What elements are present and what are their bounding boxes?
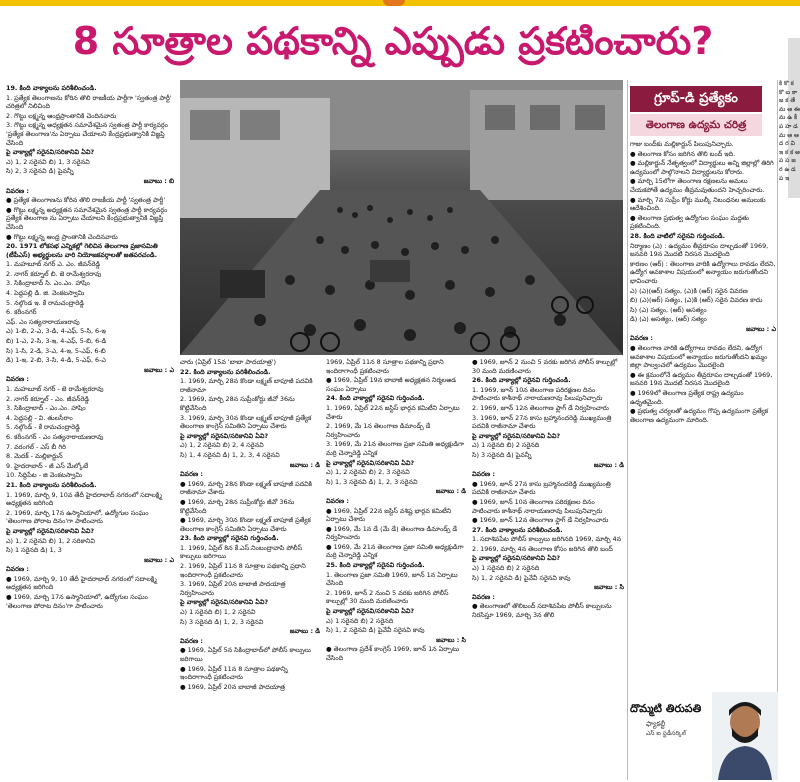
body-line: 1. మహబూబ్‌ నగర్‌ ఎ. ఎం. జీవన్‌రెడ్డి bbox=[6, 260, 101, 269]
crowd-street-illustration bbox=[180, 80, 623, 355]
body-line: ఎ) 1 సరైనది బి) 2 సరైనది bbox=[472, 441, 540, 450]
body-line: ఎ) (ఎ)(ఆర్‌) సత్యం, (ఎ)కి (ఆర్‌) సరైన వివరణ bbox=[630, 286, 748, 295]
body-line: 1. ప్రత్యేక తెలంగాణను కోరిన తొలి రాజకీయ పార్టీగా 'స్వతంత్ర పార్టీ' చరిత్రలో నిలిచింది bbox=[6, 93, 172, 111]
body-line: 1. తెలంగాణ ప్రజా సమితి 1969, జూన్‌ 1న ఏర్పాటు చేసింది bbox=[326, 570, 458, 588]
body-line: 2. నాగర్‌ కర్నూల్‌ బి. జె రామేశ్వరరావు bbox=[6, 269, 102, 278]
body-line: సి) 3 సరైనది డి) 1, 2, 3 సరైనవి bbox=[180, 617, 264, 626]
body-line: ● 1969, ఏప్రిల్‌ 11న 8 సూత్రాల పథకాన్ని ఇందిరాగాంధీ ప్రకటించారు bbox=[180, 664, 288, 682]
body-line: 5. నల్గొండ ఇ. కే రామచంద్రారెడ్డి bbox=[6, 298, 84, 307]
group-d-special-badge: గ్రూప్‌-డి ప్రత్యేకం bbox=[630, 86, 762, 112]
question-text: 24. కింది వాక్యాల్లో సరైనవి గుర్తించండి. bbox=[326, 394, 425, 403]
body-line: ● 1969, మార్చి 9, 10 తేదీ హైదరాబాద్‌ నగరంలో సదాలక్ష్మి అధ్యక్షతన జరిగింది bbox=[6, 574, 157, 592]
body-line: ● 1969, మార్చి 28న సుప్రీంకోర్టు జీవో 36ను కొట్టివేసింది bbox=[180, 497, 295, 515]
body-line: 9. హైదరాబాద్‌ - జీ ఎస్‌ మేల్కోటే bbox=[6, 461, 89, 470]
question-text: వివరణ : bbox=[472, 592, 495, 601]
question-text: పై వాక్యాల్లో సరైనవి/సరికానివి ఏవి? bbox=[472, 431, 561, 440]
body-line: సి) 1-సి, 2-డి, 3-ఎ, 4-ఇ, 5-ఎఫ్‌, 6-బి bbox=[6, 346, 106, 355]
question-text: పై వాక్యాల్లో సరైనవి/సరికానివి ఏవి? bbox=[326, 607, 415, 616]
author-role: ఫ్యాకల్టీ bbox=[646, 720, 666, 728]
answer-line: జవాబు : డి bbox=[435, 487, 466, 496]
question-text: 27. కింది వాక్యాలను పరిశీలించండి. bbox=[472, 525, 563, 534]
body-line: ● 1969, మార్చి 28న కొండా లక్ష్మణ్‌ బాపూజీ పదవికి రాజీనామా చేశారు bbox=[180, 479, 313, 497]
answer-line: జవాబు : సి bbox=[436, 635, 466, 644]
body-line: 1. 1969, ఏప్రిల్‌ 22న జస్టిస్‌ భార్గవ కమిటీని ఏర్పాటు చేశారు bbox=[326, 403, 460, 421]
headline: 8 సూత్రాల పథకాన్ని ఎప్పుడు ప్రకటించారు? bbox=[72, 19, 714, 63]
body-line: 1. 1969, మార్చి 28న కొండా లక్ష్మణ్‌ బాపూజీ పదవికి రాజీనామా bbox=[180, 377, 313, 394]
question-text: పై వాక్యాల్లో సరైనవి/సరికానివి ఏవి? bbox=[472, 554, 561, 563]
body-line: 2. 1969, మార్చి 4న తెలంగాణ కోసం జరిగిన తొలి బంద్‌ bbox=[472, 544, 613, 553]
body-line: 2. 1969, ఏప్రిల్‌ 11న 8 సూత్రాల పథకాన్ని ప్రధాని ఇందిరాగాంధీ ప్రకటించారు bbox=[180, 562, 306, 579]
body-line: నిర్మాణం (ఎ) : ఉద్యమం తీవ్రరూపం దాల్చడంతో 1969, జనవరి 19న మొదటి నిరసన మొదలైంది bbox=[630, 241, 769, 259]
body-line: 2. 1969, జూన్‌ 2 నుంచి 5 వరకు జరిగిన పోలీస్‌ కాల్పుల్లో 30 మంది మరణించారు bbox=[326, 588, 449, 606]
body-line: ● 1969, జూన్‌ 12న తెలంగాణ ఫ్లాగ్‌ డే నిర్వహించారు bbox=[472, 516, 609, 525]
answer-line: జవాబు : ఎ bbox=[144, 555, 174, 564]
question-text: 28. కింది వాటిలో సరైనవి గుర్తించండి. bbox=[630, 231, 726, 240]
top-bar-ornament bbox=[383, 0, 405, 6]
body-line: ● గొట్టు లక్ష్మన్న అధ్యక్షతన సమావేశమైన స్వతంత్ర పార్టీ కార్యవర్గం ప్రత్యేక తెలంగాణ ను ఏర్పాటు చేయాలని కేంద్రప్రభుత్వానికి విజ్ఞప్తి చేసింది bbox=[6, 205, 168, 231]
body-line: బి) 1-ఎ, 2-సి, 3-ఇ, 4-ఎఫ్‌, 5-బి, 6-డి bbox=[6, 337, 107, 346]
adjacent-article-edge: కి కొ క కొ బ కా జ క తే మ ఆ ఈ మ ఉ కీ ప హ డ మ ఆ ఆ ద ర వి ఇ క క అ ప ప జ ర ఉ డ ప ఇ bbox=[779, 80, 800, 182]
top-color-bar bbox=[0, 0, 800, 6]
body-line: 1969, ఏప్రిల్‌ 11న 8 సూత్రాల పథకాన్ని ప్రధాని ఇందిరాగాంధీ ప్రకటించారు bbox=[326, 358, 444, 375]
body-line: డి) (ఎ) అసత్యం, (ఆర్‌) సత్యం bbox=[630, 315, 707, 324]
body-line: ● ప్రభుత్వ చర్యలతో ఉద్యమం గొప్ప ఉద్యమంగా ప్రత్యేక తెలంగాణ ఉద్యమంగా మారింది. bbox=[630, 407, 769, 424]
section-subtitle: తెలంగాణ ఉద్యమ చరిత్ర bbox=[630, 114, 762, 136]
body-line: ● తెలంగాణ వారికి ఉద్యోగాలు రావడం లేదని, ఉద్యోగ అవకాశాల విషయంలో అన్యాయం జరుగుతోందని ఖమ్మం జిల్లా పాల్వంచలో ఉద్యమం మొదలైంది bbox=[630, 344, 768, 370]
body-line: ● ప్రత్యేక తెలంగాణను కోరిన తొలి రాజకీయ పార్టీ 'స్వతంత్ర పార్టీ' bbox=[6, 196, 166, 205]
body-line: ● మల్లికార్జున్‌ నేతృత్వంలో విద్యార్థులు అన్ని జిల్లాల్లో తిరిగి ఉద్యమంలో పాల్గొనాలని విద్యార్థులను కోరారు. bbox=[630, 159, 774, 176]
body-line: ● 1969, ఏప్రిల్‌ 20న బాబాజీ పాదయాత్ర bbox=[180, 682, 285, 691]
author-box bbox=[630, 690, 800, 782]
body-line: 2. గొట్టు లక్ష్మన్న ఆంధ్రప్రాంతానికి చెందినవారు bbox=[6, 111, 117, 120]
body-line: 2. 1969, మార్చి 28న సుప్రీంకోర్టు జీవో 36ను కొట్టివేసింది bbox=[180, 395, 295, 412]
body-line: డి) 1-ఇ, 2-బి, 3-సి, 4-డి, 5-ఎఫ్‌, 6-ఎ bbox=[6, 356, 106, 365]
body-line: ఎ) 1, 2 సరైనవి బి) 1, 3 సరైనవి bbox=[6, 157, 90, 166]
article-column-3 bbox=[326, 358, 466, 780]
body-line: సి) 3 సరైనది డి) పైవన్నీ bbox=[472, 450, 532, 459]
body-line: 3. 1969, మే 21న తెలంగాణ ప్రజా సమితి అధ్యక్షుడిగా మర్రి చెన్నారెడ్డి ఎన్నిక bbox=[326, 440, 465, 457]
body-line: 1. మహబూబ్‌ నగర్‌ - జె రామేశ్వరరావు bbox=[6, 385, 104, 393]
body-line: 2. 1969, మార్చి 17న ఉస్మానియాలో, ఉద్యోగుల సంఘం 'తెలంగాణ పోరాట దినం'గా పాటించారు bbox=[6, 508, 149, 526]
question-text: 19. కింది వాక్యాలను పరిశీలించండి. bbox=[6, 84, 97, 92]
body-line: ఎ) 1 సరైనది బి) 1, 2 సరైనవి bbox=[180, 608, 256, 617]
body-line: గాజు బంద్‌కు మల్లికార్జున్‌ పిలుపునిచ్చారు. bbox=[630, 140, 734, 148]
body-line: 3. 1969, మార్చి 30న కొండా లక్ష్మణ్‌ బాపూజీ ప్రత్యేక తెలంగాణ కాంగ్రెస్‌ సమితిని ఏర్పాటు చేశారు bbox=[180, 413, 312, 431]
article-column-4 bbox=[472, 358, 624, 780]
answer-line: జవాబు : ఎ bbox=[746, 324, 776, 333]
article-column-2 bbox=[180, 358, 320, 780]
answer-line: జవాబు : ఎ bbox=[144, 365, 174, 374]
question-text: పై వాక్యాల్లో సరైనవి/సరికానివి ఏవి? bbox=[6, 526, 95, 535]
question-text: వివరణ : bbox=[180, 636, 203, 645]
question-text: 21. కింది వాక్యాలను పరిశీలించండి. bbox=[6, 480, 97, 489]
body-line: 3. 1969, ఏప్రిల్‌ 20న బాబాజీ పాదయాత్ర నిర్వహించారు bbox=[180, 580, 286, 597]
body-line: ఎ) 1 సరైనది బి) 2 సరైనది bbox=[326, 616, 394, 625]
body-line: ఎ) 1, 2 సరైనవి బి) 2, 4 సరైనవి bbox=[180, 441, 264, 450]
body-line: ● 1969, జూన్‌ 27న కాసు బ్రహ్మానందరెడ్డి ముఖ్యమంత్రి పదవికి రాజీనామా చేశారు bbox=[472, 479, 611, 497]
body-line: సి) 1, 3 సరైనవి డి) 1, 2, 3 సరైనవి bbox=[326, 477, 418, 486]
author-name: దొమ్మటి తిరుపతి bbox=[630, 702, 702, 715]
body-line: 7. వరంగల్‌ - ఎస్‌ బీ గిరి bbox=[6, 442, 66, 451]
body-line: సి) 1, 4 సరైనవి డి) 1, 2, 3, 4 సరైనవి bbox=[180, 450, 280, 459]
body-line: ● 1969, ఏప్రిల్‌ 19న బాబాజీ అధ్యక్షతన నిర్మలఅడ సంఘం ఏర్పాటు bbox=[326, 376, 457, 393]
question-text: పై వాక్యాల్లో సరైనవి/సరికానివి ఏవి? bbox=[326, 458, 415, 467]
body-line: 2. నాగర్‌ కర్నూల్‌ - ఎం. జీవన్‌రెడ్డి bbox=[6, 394, 90, 403]
body-line: ● తెలంగాణ ప్రదేశ్‌ కాంగ్రెస్‌ 1969, జూన్‌ 1న ఏర్పాటు చేసింది bbox=[326, 645, 460, 662]
body-line: 3. సికింద్రాబాద్‌ - ఎం.ఎం. హాషిం bbox=[6, 404, 86, 413]
body-line: 3. సికింద్రాబాద్‌ సి. ఎం.ఎం. హాషిం bbox=[6, 279, 90, 288]
body-line: 6. కరీంనగర్‌ - ఎం సత్యనారాయణరావు bbox=[6, 432, 104, 441]
body-line: సి) 1, 2 సరైనవి డి) పైవేవీ సరైనవి కావు bbox=[326, 626, 425, 635]
question-text: 22. కింది వాక్యాలను పరిశీలించండి. bbox=[180, 367, 271, 376]
body-line: 6. కరీంనగర్‌ bbox=[6, 308, 37, 317]
body-line: ● 1969, ఏప్రిల్‌ 5న సికింద్రాబాద్‌లో పోలీస్‌ కాల్పులు జరిగాయి bbox=[180, 646, 311, 663]
body-line: 1. 1969, ఏప్రిల్‌ 8న కే.ఎస్‌.నింబంద్రావాపి పోలీస్‌ కాల్పులు జరిగాయి bbox=[180, 543, 303, 561]
body-line: 10. సిద్దిపేట - జి వెంకటస్వామి bbox=[6, 471, 83, 480]
body-line: 4. పెద్దపల్లి డి. జి. వెంకటస్వామి bbox=[6, 289, 85, 298]
question-text: వివరణ : bbox=[180, 470, 203, 479]
body-line: ● మార్చి 15లోగా తెలంగాణ రక్షణలను అమలు చేయకపోతే ఉద్యమం తీవ్రమవుతుందని హెచ్చరించారు. bbox=[630, 177, 765, 194]
question-text: 23. కింది వాక్యాల్లో సరైనవి గుర్తించండి. bbox=[180, 534, 279, 543]
body-line: 4. పెద్దపల్లి - వి. తులసీరాం bbox=[6, 413, 73, 422]
question-text: వివరణ : bbox=[6, 186, 29, 195]
body-line: సి) (ఎ) సత్యం, (ఆర్‌) అసత్యం bbox=[630, 305, 707, 314]
article-column-5 bbox=[630, 140, 776, 685]
answer-line: జవాబు : డి bbox=[289, 627, 320, 636]
question-text: పై వాక్యాల్లో సరైనవి/సరికానివి ఏవి? bbox=[180, 598, 269, 607]
question-text: 26. కింది వాక్యాల్లో సరైనవి గుర్తించండి. bbox=[472, 376, 571, 385]
body-line: ● 1969, ఏప్రిల్‌ 22న జస్టిస్‌ వశిష్ట భార్గవ కమిటీని ఏర్పాటు చేశారు bbox=[326, 506, 452, 524]
body-line: ● 1969, జూన్‌ 2 నుంచి 5 వరకు జరిగిన పోలీస్‌ కాల్పుల్లో 30 మంది మరణించారు bbox=[472, 358, 618, 375]
article-column-1 bbox=[6, 84, 174, 780]
question-text: పై వాక్యాల్లో సరైనవి/సరికానివి ఏవి? bbox=[180, 431, 269, 440]
body-line: ● 1969లో తెలంగాణ ప్రత్యేక రాష్ట్ర ఉద్యమం ఉధృతమైంది. bbox=[630, 389, 744, 406]
body-line: ● తెలంగాణ ప్రభుత్వ ఉద్యోగుల సంఘం మద్దతు ప్రకటించింది. bbox=[630, 213, 750, 231]
question-text: పై వాక్యాల్లో సరైనవి/సరికానివి ఏవి? bbox=[6, 148, 95, 157]
question-text: వివరణ : bbox=[630, 334, 653, 343]
author-affiliation: ఎస్‌ ఐ స్టడీసర్కిల్‌ bbox=[646, 730, 687, 737]
answer-line: జవాబు : బి bbox=[143, 176, 174, 185]
body-line: ● 1969, జూన్‌ 10న తెలంగాణ పరిరక్షణల దినం పాటించారు కాశీనాథ్‌ నారాయణరావు పిలుపునిచ్చారు bbox=[472, 497, 603, 515]
body-line: 2. 1969, మే 1న తెలంగాణ డిమాండ్స్‌ డే నిర్వహించారు bbox=[326, 422, 431, 439]
question-text: వివరణ : bbox=[326, 496, 349, 505]
body-line: 8. మెదక్‌ - మల్లికార్జున్‌ bbox=[6, 452, 63, 461]
body-line: ● మార్చి 7న సుప్రీం కోర్టు ముల్కీ నిబంధనల అమలుకు ఆదేశించింది. bbox=[630, 195, 766, 213]
body-line: ● 1969, మార్చి 30న కొండా లక్ష్మణ్‌ బాపూజీ ప్రత్యేక తెలంగాణ కాంగ్రెస్‌ సమితిని ఏర్పాటు చేశారు bbox=[180, 516, 311, 533]
body-line: ● తెలంగాణలో తొలిబంద్‌ సదాశివపేట పోలీస్‌ కాల్పులను నిరసిస్తూ 1969, మార్చి 3న తొలి bbox=[472, 602, 612, 620]
body-line: ఎ) 1, 2 సరైనవి బి) 1, 2 సరికానివి bbox=[6, 536, 95, 545]
column-divider bbox=[627, 80, 628, 780]
body-line: ఎఫ్‌. ఎం సత్యనారాయణరావు bbox=[6, 317, 80, 326]
body-line: ● 1969, మే 21న తెలంగాణ ప్రజా సమితి అధ్యక్షుడిగా మర్రి చెన్నారెడ్డి ఎన్నిక bbox=[326, 542, 464, 560]
body-line: 1. సదాశివపేట పోలీస్‌ కాల్పులు జరిగినది 1969, మార్చి 4న bbox=[472, 535, 622, 544]
body-line: ● ఈ క్రమంలోనే ఉద్యమం తీవ్రరూపం దాల్చడంతో 1969, జనవరి 19న మొదటి నిరసన మొదలైంది bbox=[630, 370, 773, 388]
question-text: 20. 1971 లోకసభ ఎన్నికల్లో గెలిచిన తెలంగాణ ప్రజాసమితి (టీపీఎస్‌) అభ్యర్థులను వారి నియోజకవర్గాలతో జతపరచండి. bbox=[6, 242, 158, 259]
historic-protest-photo bbox=[180, 80, 623, 355]
body-line: 1. 1969, మార్చి 9, 10వ తేదీ హైదరాబాద్‌ నగరంలో సదాలక్ష్మి అధ్యక్షతన జరిగింది bbox=[6, 490, 162, 508]
question-text: వివరణ : bbox=[472, 470, 495, 479]
body-line: బి) (ఎ)(ఆర్‌) సత్యం, (ఎ)కి (ఆర్‌) సరైన వివరణ కాదు bbox=[630, 296, 763, 305]
body-line: ఎ) 1-బి, 2-ఎ, 3-డి, 4-ఎఫ్‌, 5-సి, 6-ఇ bbox=[6, 327, 106, 336]
column-divider bbox=[777, 80, 778, 780]
body-line: ● గొట్టు లక్ష్మన్న ఆంధ్ర ప్రాంతానికి చెందినవారు bbox=[6, 232, 118, 241]
question-text: వివరణ : bbox=[6, 565, 29, 574]
body-line: సి) 2, 3 సరైనవి డి) పైవన్నీ bbox=[6, 167, 74, 176]
answer-line: జవాబు : డి bbox=[289, 460, 320, 469]
question-text: 25. కింది వాక్యాల్లో సరైనవి గుర్తించండి. bbox=[326, 561, 425, 570]
body-line: 5. నల్గొండ్‌ - కే రామచంద్రారెడ్డి bbox=[6, 423, 80, 432]
body-line: చారు (ఏప్రిల్‌ 15వ 'బాబా పాదయాత్ర') bbox=[180, 358, 277, 366]
body-line: సి) 1 సరైనది డి) 1, 3 bbox=[6, 546, 62, 555]
answer-line: జవాబు : సి bbox=[594, 583, 624, 592]
question-text: వివరణ : bbox=[6, 375, 29, 384]
body-line: ఎ) 1 సరైనది బి) 2 సరైనది bbox=[472, 564, 540, 573]
body-line: 3. 1969, జూన్‌ 27న కాసు బ్రహ్మానందరెడ్డి ముఖ్యమంత్రి పదవికి రాజీనామా చేశారు bbox=[472, 413, 612, 431]
body-line: 1. 1969, జూన్‌ 10న తెలంగాణ పరిరక్షణల దినం పాటించారు కాశీనాథ్‌ నారాయణరావు పిలుపునిచ్చారు bbox=[472, 385, 603, 403]
author-avatar bbox=[712, 692, 778, 780]
body-line: ● 1969, మార్చి 17న ఉస్మానియాలో, ఉద్యోగుల సంఘం 'తెలంగాణ పోరాట దినం'గా పాటించారు bbox=[6, 593, 148, 610]
body-line: ● 1969, మే 1న డే (మే డే) తెలంగాణ డిమాండ్స్‌ డే నిర్వహించారు bbox=[326, 524, 458, 542]
answer-line: జవాబు : డి bbox=[593, 460, 624, 469]
body-line: సి) 1, 2 సరైనవి డి) పైవేవీ సరైనవి కావు bbox=[472, 573, 571, 582]
body-line: 3. గొట్టు లక్ష్మన్న అధ్యక్షతన సమావేశమైన స్వతంత్ర పార్టీ కార్యవర్గం 'ప్రత్యేక తెలంగాణ'ను ఏర్పాటు చేయాలని కేంద్రప్రభుత్వానికి విజ్ఞప్తి చేసింది bbox=[6, 121, 168, 147]
body-line: ● తెలంగాణ కోసం జరిగిన తొలి బంద్‌ ఇది. bbox=[630, 149, 736, 158]
body-line: ఎ) 1, 2 సరైనవి బి) 2, 3 సరైనవి bbox=[326, 468, 410, 477]
body-line: కారణం (ఆర్‌) : తెలంగాణ వారికి ఉద్యోగాలు రావడం లేదని, ఉద్యోగ అవకాశాల విషయంలో అన్యాయం జరుగుతోందని భావించారు bbox=[630, 259, 776, 285]
body-line: 2. 1969, జూన్‌ 12న తెలంగాణ ఫ్లాగ్‌ డే నిర్వహించారు bbox=[472, 403, 609, 412]
